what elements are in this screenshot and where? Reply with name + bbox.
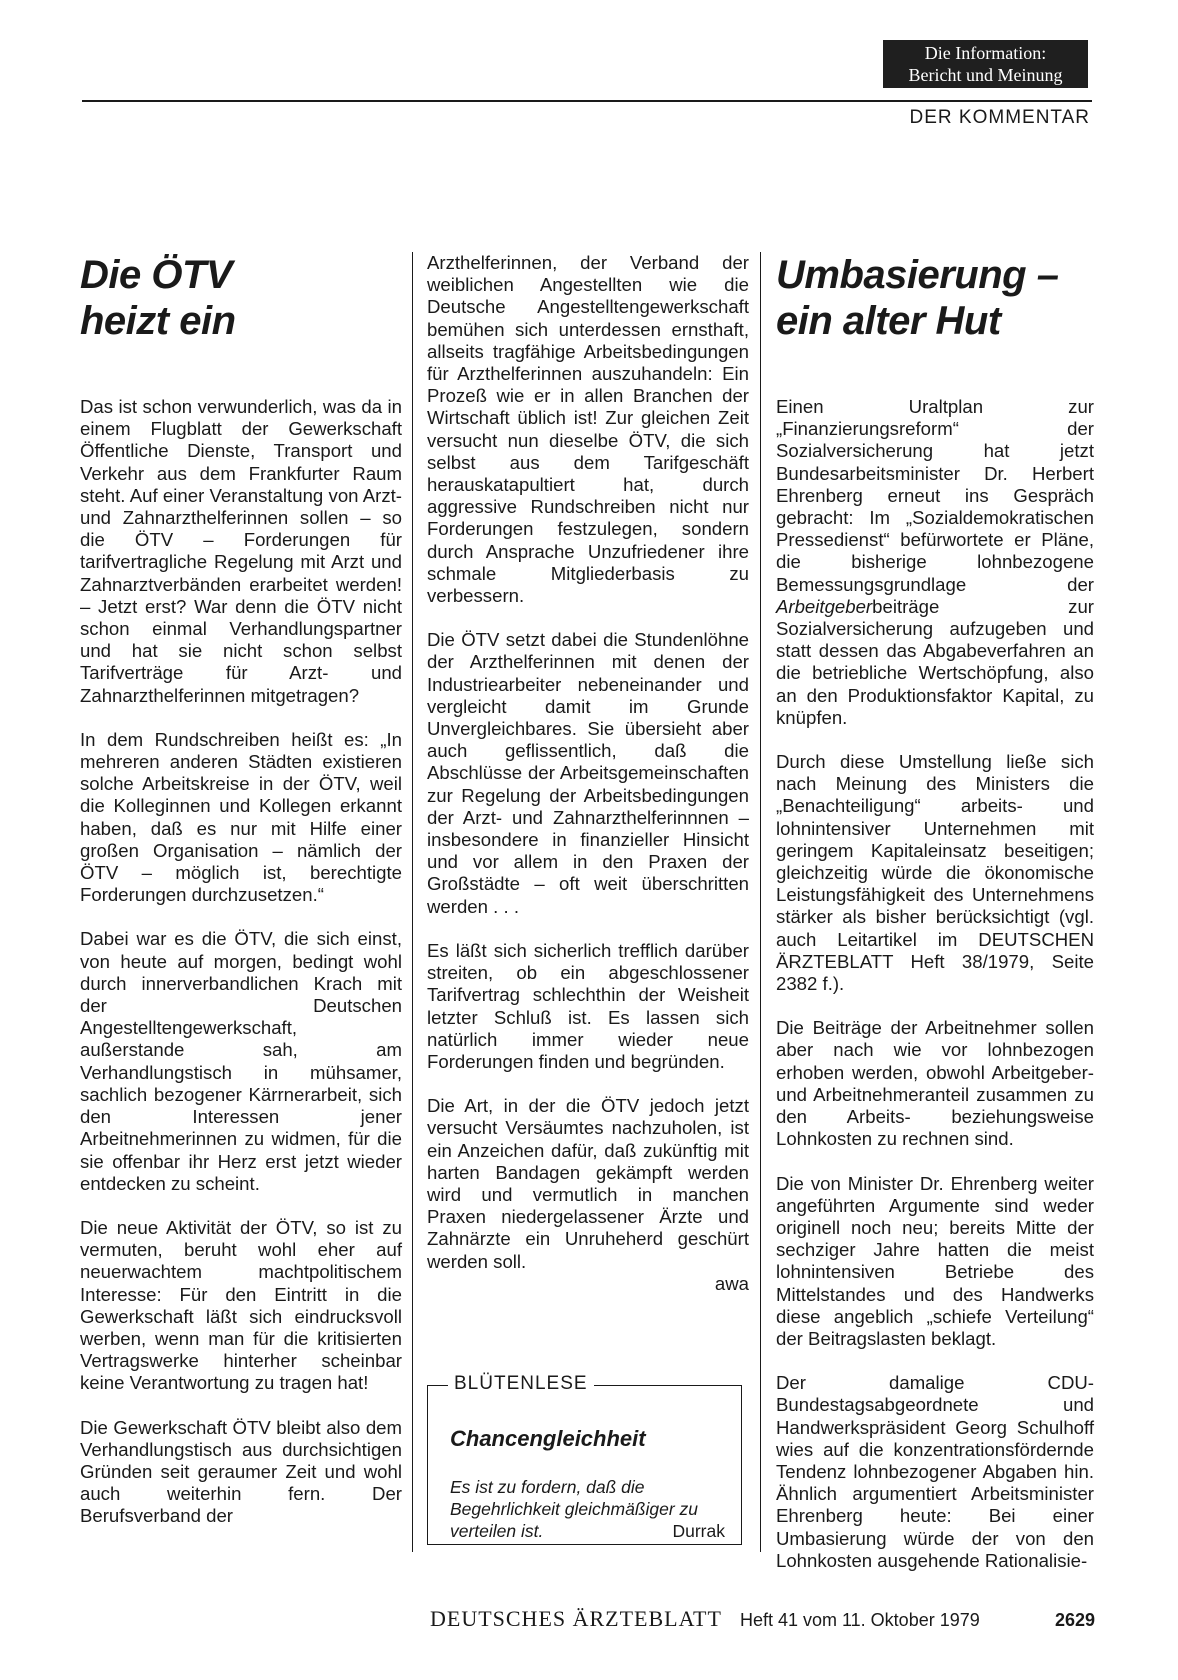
box-quote-text: Es ist zu fordern, daß die Begehrlichkeit gleichmäßiger zu verteilen ist. [450, 1477, 699, 1541]
article1-column2 [427, 252, 749, 1295]
section-label: DER KOMMENTAR [909, 107, 1090, 128]
article1-paragraph: Dabei war es die ÖTV, die sich einst, von heute auf morgen, bedingt wohl durch innerverbandlichen Krach mit der Deutschen Angestelltengewerkschaft, außerstande sah, am Verhandlungstisch in mühsamer, sachlich bezogener Kärrnerarbeit, sich den Interessen jener Arbeitnehmerinnen zu widmen, für die sie offenbar ihr Herz erst jetzt wieder entdecken zu scheint. [80, 928, 402, 1194]
box-label: BLÜTENLESE [448, 1373, 594, 1395]
article1-last-paragraph-text: Die Art, in der die ÖTV jedoch jetzt versucht Versäumtes nachzuholen, ist ein Anzeichen dafür, daß zukünftig mit harten Bandagen gekämpft werden wird und vermutlich in manchen Praxen niedergelassener Ärzte und Zahnärzte ein Unruheherd geschürt werden soll. [427, 1095, 749, 1272]
article1-column1 [80, 252, 402, 1550]
article2-p1-text-after: beiträge zur Sozialversicherung aufzugeben und statt dessen das Abgabeverfahren an die betriebliche Wertschöpfung, also an den Produktionsfaktor Kapital, zu knüpfen. [776, 595, 1094, 728]
article1-paragraph [427, 1095, 749, 1273]
article1-paragraph: Es läßt sich sicherlich trefflich darüber streiten, ob ein abgeschlossener Tarifvertrag schlechthin der Weisheit letzter Schluß ist. Es lassen sich natürlich immer wieder neue Forderungen finden und begründen. [427, 939, 749, 1072]
article2-column [776, 252, 1094, 1594]
page-footer [430, 1606, 1095, 1632]
article1-signoff-row [427, 1273, 749, 1295]
column-divider-2 [760, 252, 761, 1552]
article1-paragraph: Arzthelferinnen, der Verband der weiblichen Angestellten wie die Deutsche Angestelltengewerkschaft bemühen sich unterdessen ernsthaft, allseits tragfähige Arbeitsbedingungen für Arzthelferinnen auszuhandeln: Ein Prozeß wie er in allen Branchen der Wirtschaft üblich ist! Zur gleichen Zeit versucht nun dieselbe ÖTV, die sich selbst aus dem Tarifgeschäft herauskatapultiert hat, durch aggressive Rundschreiben nicht nur Forderungen festzulegen, sondern durch Ansprache Unzufriedener ihre schmale Mitgliederbasis zu verbessern. [427, 252, 749, 607]
section-badge [883, 40, 1088, 88]
article2-p1-text: Einen Uraltplan zur „Finanzierungsreform“ der Sozialversicherung hat jetzt Bundesarbeitsminister Dr. Herbert Ehrenberg erneut ins Gespräch gebracht: Im „Sozialdemokratischen Pressedienst“ befürwortete er Pläne, die bisherige lohnbezogene Bemessungsgrundlage der [776, 396, 1094, 595]
article2-paragraph: Die Beiträge der Arbeitnehmer sollen aber nach wie vor lohnbezogen erhoben werden, obwohl Arbeitgeber- und Arbeitnehmeranteil zusammen zu den Arbeits- beziehungsweise Lohnkosten zu rechnen sind. [776, 1017, 1094, 1150]
article2-paragraph: Durch diese Umstellung ließe sich nach Meinung des Ministers die „Benachteiligung“ arbeits- und lohnintensiver Unternehmen mit geringem Kapitaleinsatz beseitigen; gleichzeitig würde die ökonomische Leistungsfähigkeit des Unternehmens stärker als bisher berücksichtigt (vgl. auch Leitartikel im DEUTSCHEN ÄRZTEBLATT Heft 38/1979, Seite 2382 f.). [776, 751, 1094, 995]
article1-signoff: awa [714, 1272, 749, 1294]
footer-publication: DEUTSCHES ÄRZTEBLATT [430, 1606, 722, 1631]
article1-paragraph: In dem Rundschreiben heißt es: „In mehreren anderen Städten existieren solche Arbeitskreise in der ÖTV, weil die Kolleginnen und Kollegen erkannt haben, daß es nur mit Hilfe einer großen Organisation – nämlich der ÖTV – möglich ist, berechtigte Forderungen durchzusetzen.“ [80, 728, 402, 906]
article1-paragraph: Die neue Aktivität der ÖTV, so ist zu vermuten, beruht wohl eher auf neuerwachtem machtpolitischem Interesse: Für den Eintritt in die Gewerkschaft läßt sich eindrucksvoll werben, wenn man für die kritisierten Vertragswerke hinterher scheinbar keine Verantwortung zu tragen hat! [80, 1216, 402, 1394]
footer-page-number: 2629 [1054, 1610, 1095, 1630]
article1-paragraph: Die ÖTV setzt dabei die Stundenlöhne der Arzthelferinnen mit denen der Industriearbeiter nebeneinander und vergleicht damit im Grunde Unvergleichbares. Sie übersieht aber auch geflissentlich, daß die Abschlüsse der Arbeitsgemeinschaften zur Regelung der Arbeitsbedingungen der Arzt- und Zahnarzthelferinnnen – insbesondere in finanzieller Hinsicht und vor allem in den Praxen der Großstädte – oft weit überschritten werden . . . [427, 629, 749, 917]
article1-headline-line2: heizt ein [80, 299, 236, 343]
article2-paragraph: Die von Minister Dr. Ehrenberg weiter angeführten Argumente sind weder originell noch neu; bereits Mitte der sechziger Jahre hatten die meist lohnintensiven Betriebe des Mittelstandes und des Handwerks diese angeblich „schiefe Verteilung“ der Beitragslasten beklagt. [776, 1172, 1094, 1349]
bluetenlese-box [427, 1373, 742, 1545]
article2-paragraph: Der damalige CDU-Bundestagsabgeordnete und Handwerkspräsident Georg Schulhoff wies auf die konzentrationsfördernde Tendenz lohnbezogener Abgaben hin. Ähnlich argumentiert Arbeitsminister Ehrenberg heute: Bei einer Umbasierung würde der von den Lohnkosten ausgehende Rationalisie- [776, 1372, 1094, 1571]
footer-issue: Heft 41 vom 11. Oktober 1979 [739, 1610, 980, 1630]
box-title: Chancengleichheit [450, 1426, 646, 1451]
box-signature: Durrak [672, 1521, 725, 1541]
box-quote [450, 1476, 725, 1542]
column-divider-1 [412, 252, 413, 1552]
article2-paragraph [776, 396, 1094, 729]
article1-paragraph: Die Gewerkschaft ÖTV bleibt also dem Verhandlungstisch aus durchsichtigen Gründen seit geraumer Zeit und wohl auch weiterhin fern. Der Berufsverband der [80, 1416, 402, 1527]
article2-headline [776, 252, 1094, 344]
badge-line-2: Bericht und Meinung [908, 65, 1063, 85]
article1-headline-line1: Die ÖTV [80, 253, 233, 297]
article2-headline-line2: ein alter Hut [776, 299, 1001, 343]
badge-line-1: Die Information: [924, 43, 1047, 63]
article1-headline [80, 252, 402, 344]
article2-headline-line1: Umbasierung – [776, 253, 1059, 297]
top-rule [82, 100, 1092, 102]
article1-paragraph: Das ist schon verwunderlich, was da in einem Flugblatt der Gewerkschaft Öffentliche Dienste, Transport und Verkehr aus dem Frankfurter Raum steht. Auf einer Veranstaltung von Arzt- und Zahnarzthelferinnen sollen – so die ÖTV – Forderungen für tarifvertragliche Regelung mit Arzt und Zahnarztverbänden erarbeitet werden! – Jetzt erst? War denn die ÖTV nicht schon einmal Verhandlungspartner und hat sie nicht schon selbst Tarifverträge für Arzt- und Zahnarzthelferinnen mitgetragen? [80, 396, 402, 706]
article2-p1-emphasis: Arbeitgeber [776, 595, 873, 617]
